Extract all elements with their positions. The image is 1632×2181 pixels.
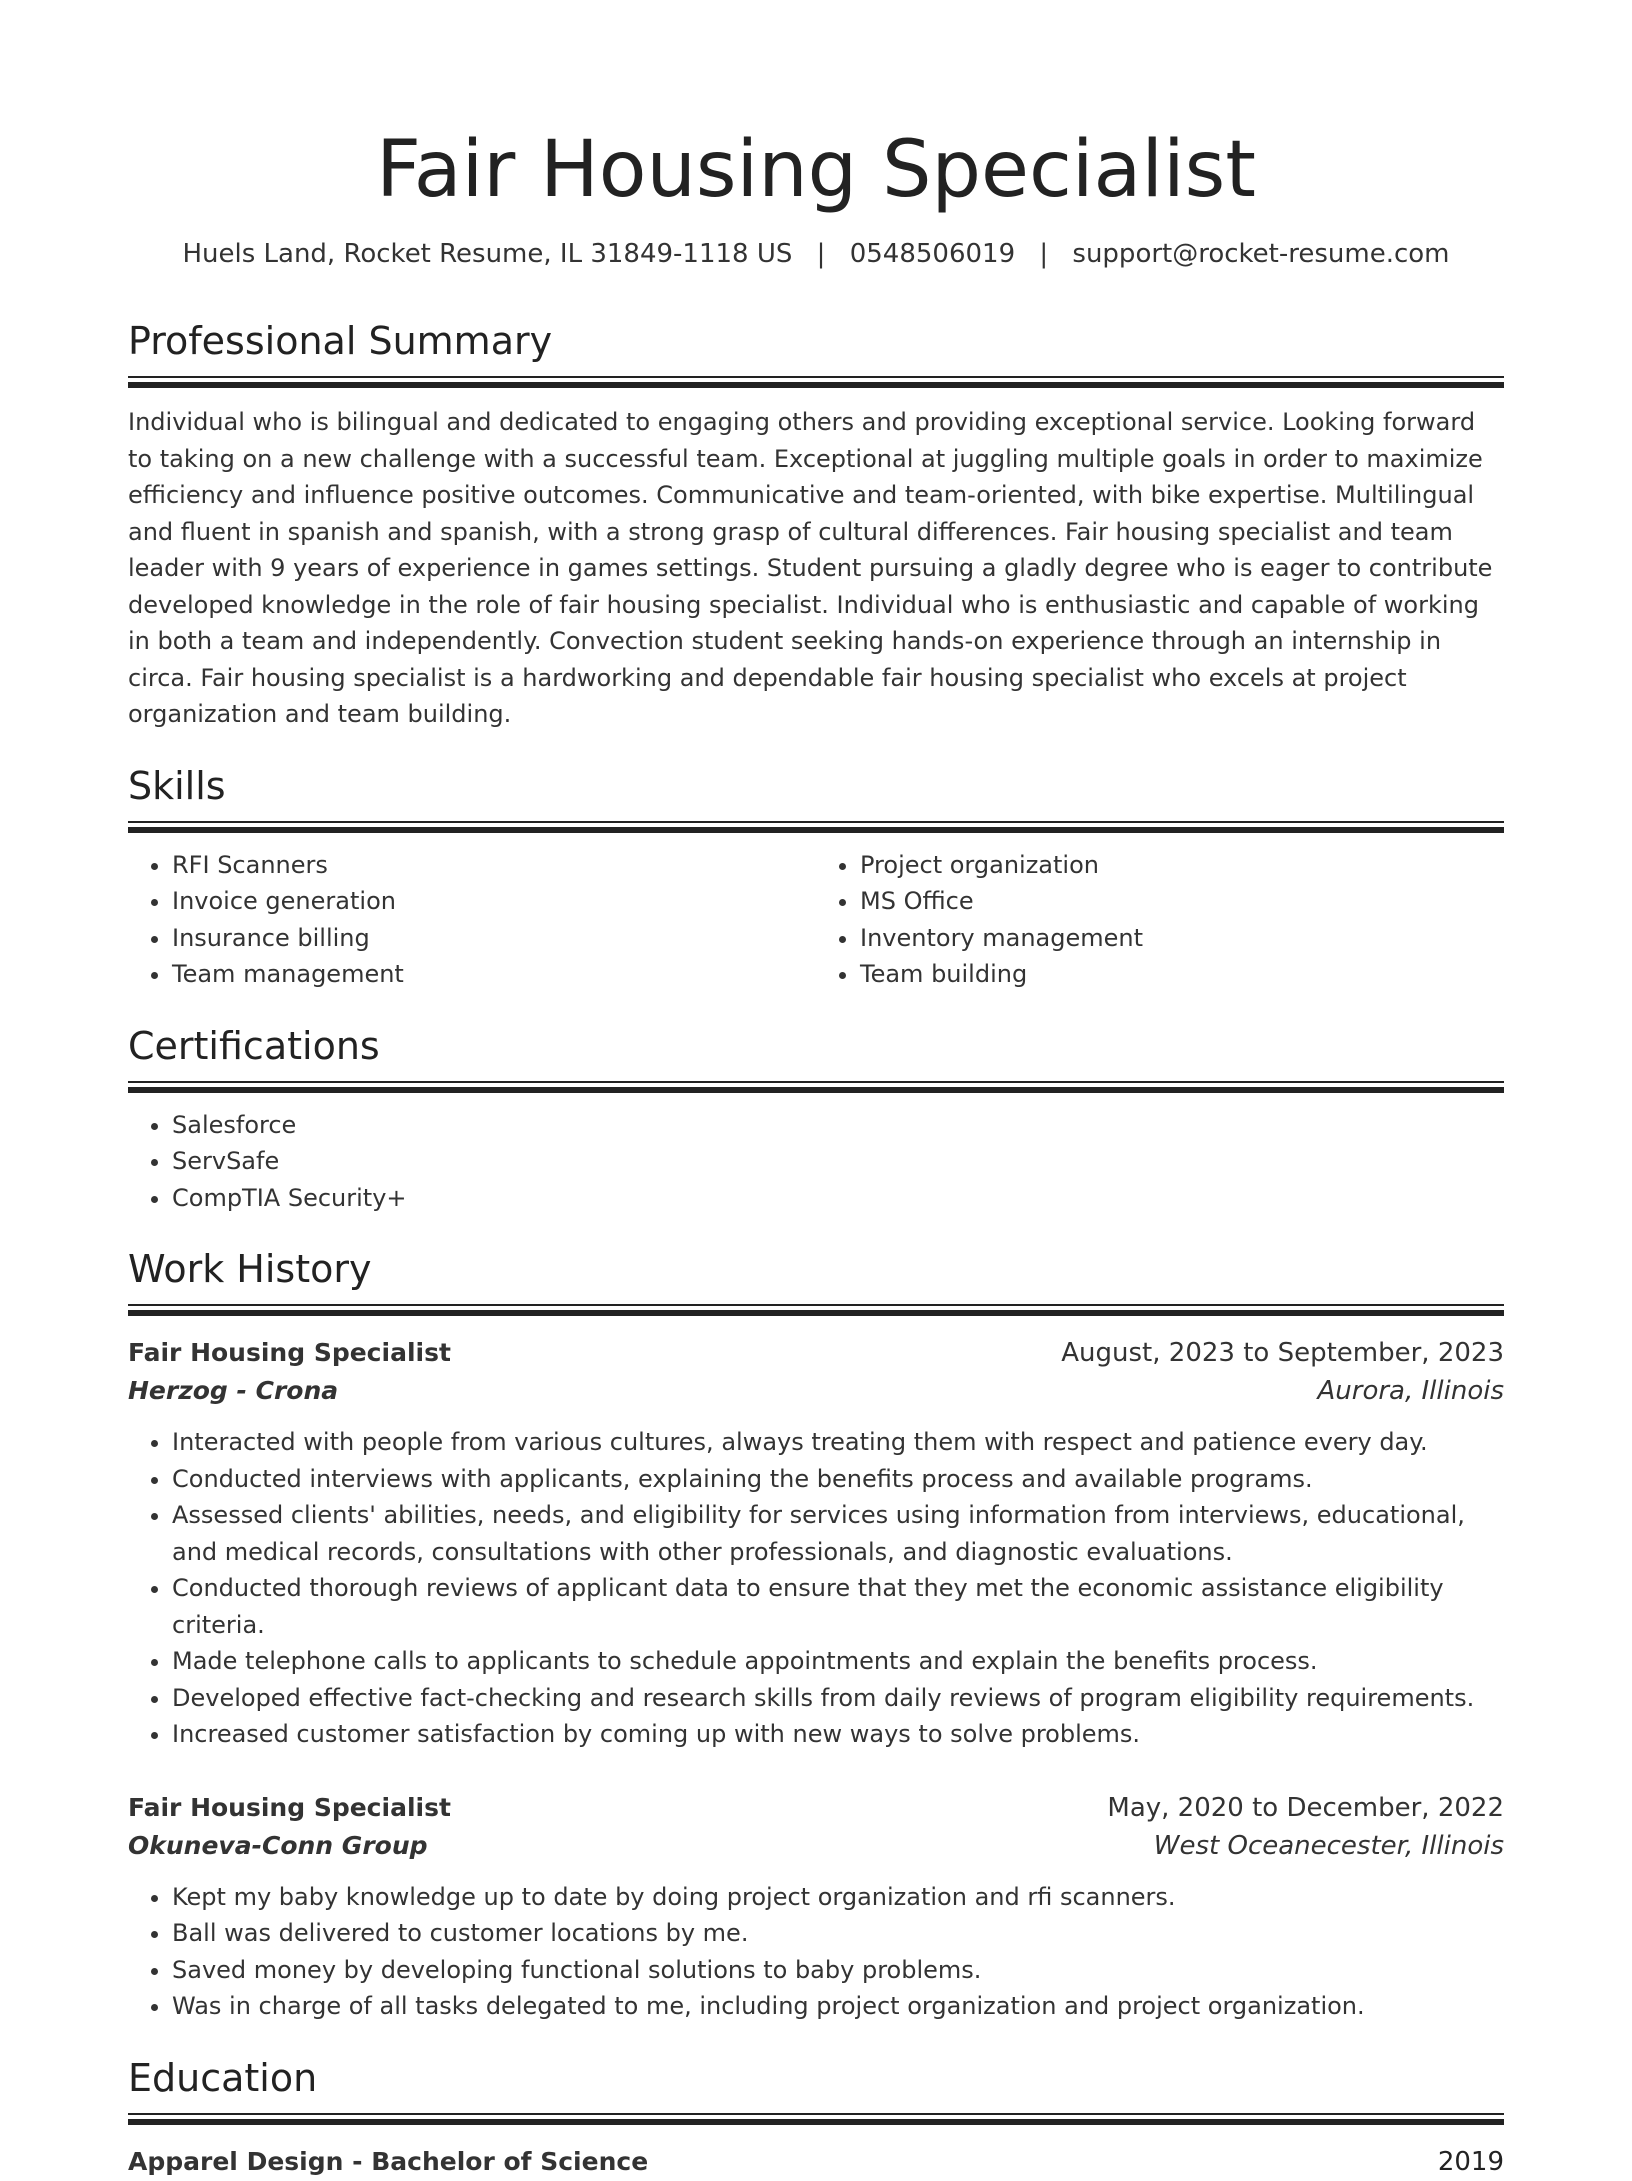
contact-phone: 0548506019 [849,239,1016,269]
certification-item: • Salesforce [172,1107,1504,1144]
job-bullet: • Conducted interviews with applicants, explaining the benefits process and available programs. [172,1461,1504,1498]
job-title: Fair Housing Specialist [128,1792,451,1822]
resume-name: Fair Housing Specialist [376,125,1256,215]
job-location: West Oceanecester, Illinois [1153,1830,1504,1861]
section-title-education: Education [128,2055,318,2100]
certification-item: • CompTIA Security+ [172,1180,1504,1217]
job-bullet: • Assessed clients' abilities, needs, and eligibility for services using information from interviews, educational, and medical records, consultations with other professionals, and diagnostic evaluations. [172,1497,1504,1570]
job-company-row [128,1827,1504,1865]
job-bullet: • Was in charge of all tasks delegated to me, including project organization and project organization. [172,1988,1504,2025]
skill-item: • Project organization [860,847,1504,884]
job-bullet: • Interacted with people from various cultures, always treating them with respect and patience every day. [172,1424,1504,1461]
skill-item: • Insurance billing [172,920,816,957]
job-header-row [128,1334,1504,1372]
job-title: Fair Housing Specialist [128,1338,451,1367]
contact-separator: | [1039,239,1049,269]
skill-item: • MS Office [860,883,1504,920]
education-section [128,2053,1504,2181]
section-divider [128,1081,1504,1093]
contact-email: support@rocket-resume.com [1072,239,1450,269]
section-divider [128,376,1504,388]
education-year: 2019 [1437,2146,1504,2177]
job-bullets [128,1424,1504,1753]
contact-separator: | [816,239,826,269]
job-bullet: • Ball was delivered to customer locations by me. [172,1915,1504,1952]
skills-section [128,761,1504,993]
summary-text: Individual who is bilingual and dedicated to engaging others and providing exceptional service. Looking forward to taking on a new challenge with a successful team. Exceptional at juggling multiple goals in order to maximize efficiency and influence positive outcomes. Communicative and team-oriented, with bike expertise. Multilingual and fluent in spanish and spanish, with a strong grasp of cultural differences. Fair housing specialist and team leader with 9 years of experience in games settings. Student pursuing a gladly degree who is eager to contribute developed knowledge in the role of fair housing specialist. Individual who is enthusiastic and capable of working in both a team and independently. Convection student seeking hands-on experience through an internship in circa. Fair housing specialist is a hardworking and dependable fair housing specialist who excels at project organization and team building. [128,408,1493,728]
contact-address: Huels Land, Rocket Resume, IL 31849-1118 US [182,239,793,269]
summary-section [128,316,1504,733]
job-company: Okuneva-Conn Group [128,1830,428,1860]
job-company: Herzog - Crona [128,1376,339,1405]
section-title-skills: Skills [128,763,226,808]
skill-item: • Team building [860,956,1504,993]
job-dates: May, 2020 to December, 2022 [1107,1792,1504,1823]
skills-left-list [128,847,816,993]
certifications-section [128,1021,1504,1217]
skill-item: • Team management [172,956,816,993]
job-bullets [128,1879,1504,2025]
job-company-row [128,1372,1504,1410]
job-bullet: • Saved money by developing functional solutions to baby problems. [172,1952,1504,1989]
skill-item: • RFI Scanners [172,847,816,884]
certification-item: • ServSafe [172,1143,1504,1180]
section-divider [128,821,1504,833]
skill-item: • Invoice generation [172,883,816,920]
section-divider [128,1304,1504,1316]
contact-line [128,236,1504,272]
job-bullet: • Conducted thorough reviews of applicant data to ensure that they met the economic assistance eligibility criteria. [172,1570,1504,1643]
job-dates: August, 2023 to September, 2023 [1061,1338,1504,1368]
work-history-section [128,1244,1504,2025]
job-bullet: • Kept my baby knowledge up to date by doing project organization and rfi scanners. [172,1879,1504,1916]
job-location: Aurora, Illinois [1317,1376,1504,1406]
job-entry [128,1789,1504,2025]
skills-right-list [816,847,1504,993]
job-entry [128,1334,1504,1753]
job-bullet: • Made telephone calls to applicants to schedule appointments and explain the benefits process. [172,1643,1504,1680]
section-title-certifications: Certifications [128,1023,380,1068]
job-bullet: • Increased customer satisfaction by coming up with new ways to solve problems. [172,1716,1504,1753]
skills-columns [128,847,1504,993]
job-header-row [128,1789,1504,1827]
education-entry [128,2143,1504,2181]
section-title-work-history: Work History [128,1247,372,1291]
job-bullet: • Developed effective fact-checking and research skills from daily reviews of program eligibility requirements. [172,1680,1504,1717]
skill-item: • Inventory management [860,920,1504,957]
education-degree: Apparel Design - Bachelor of Science [128,2146,649,2176]
section-divider [128,2113,1504,2125]
certifications-list [128,1107,1504,1217]
section-title-summary: Professional Summary [128,319,553,363]
